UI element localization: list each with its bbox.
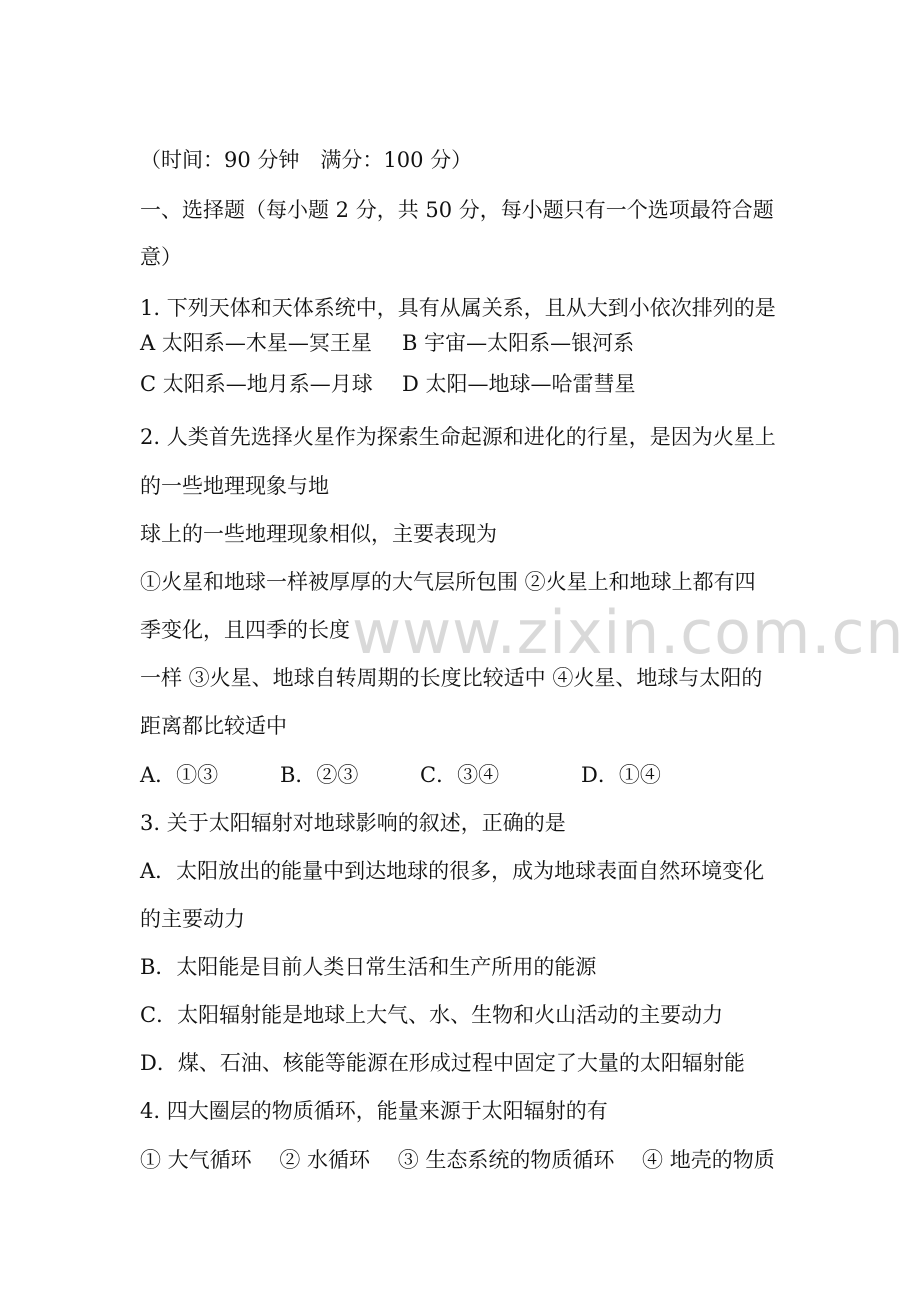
q3-option-b: B．太阳能是目前人类日常生活和生产所用的能源 bbox=[140, 955, 597, 979]
q3-option-c: C．太阳辐射能是地球上大气、水、生物和火山活动的主要动力 bbox=[140, 1003, 724, 1027]
q2-option-b: B．②③ bbox=[280, 763, 359, 787]
exam-header: （时间：90 分钟 满分：100 分） bbox=[140, 148, 473, 172]
q2-line-5: 季变化，且四季的长度 bbox=[140, 618, 350, 642]
q1-option-b: B 宇宙—太阳系—银河系 bbox=[402, 331, 635, 355]
q2-line-2: 的一些地理现象与地 bbox=[140, 474, 329, 498]
q3-option-a-line1: A．太阳放出的能量中到达地球的很多，成为地球表面自然环境变化 bbox=[140, 859, 765, 883]
q2-line-7: 距离都比较适中 bbox=[140, 714, 287, 738]
q1-option-d: D 太阳—地球—哈雷彗星 bbox=[402, 372, 636, 396]
q2-option-a: A．①③ bbox=[140, 763, 219, 787]
q2-line-6: 一样 ③火星、地球自转周期的长度比较适中 ④火星、地球与太阳的 bbox=[140, 666, 763, 690]
section-title: 一、选择题（每小题 2 分，共 50 分，每小题只有一个选项最符合题 bbox=[140, 198, 774, 222]
q2-line-3: 球上的一些地理现象相似，主要表现为 bbox=[140, 522, 497, 546]
q1-stem: 1. 下列天体和天体系统中，具有从属关系，且从大到小依次排列的是 bbox=[140, 296, 776, 320]
q2-line-1: 2. 人类首先选择火星作为探索生命起源和进化的行星，是因为火星上 bbox=[140, 425, 776, 449]
q3-stem: 3. 关于太阳辐射对地球影响的叙述，正确的是 bbox=[140, 811, 566, 835]
q3-option-a-line2: 的主要动力 bbox=[140, 907, 245, 931]
q2-option-c: C．③④ bbox=[420, 763, 500, 787]
q2-line-4: ①火星和地球一样被厚厚的大气层所包围 ②火星上和地球上都有四 bbox=[140, 570, 756, 594]
q4-stem: 4. 四大圈层的物质循环，能量来源于太阳辐射的有 bbox=[140, 1099, 608, 1123]
section-title-cont: 意） bbox=[140, 245, 182, 269]
watermark: www.zixin.com.cn bbox=[352, 598, 905, 668]
q1-option-a: A 太阳系—木星—冥王星 bbox=[140, 331, 372, 355]
q1-option-c: C 太阳系—地月系—月球 bbox=[140, 372, 373, 396]
q4-options: ① 大气循环 ② 水循环 ③ 生态系统的物质循环 ④ 地壳的物质 bbox=[140, 1148, 775, 1172]
q3-option-d: D．煤、石油、核能等能源在形成过程中固定了大量的太阳辐射能 bbox=[140, 1051, 745, 1075]
q2-option-d: D．①④ bbox=[581, 763, 661, 787]
